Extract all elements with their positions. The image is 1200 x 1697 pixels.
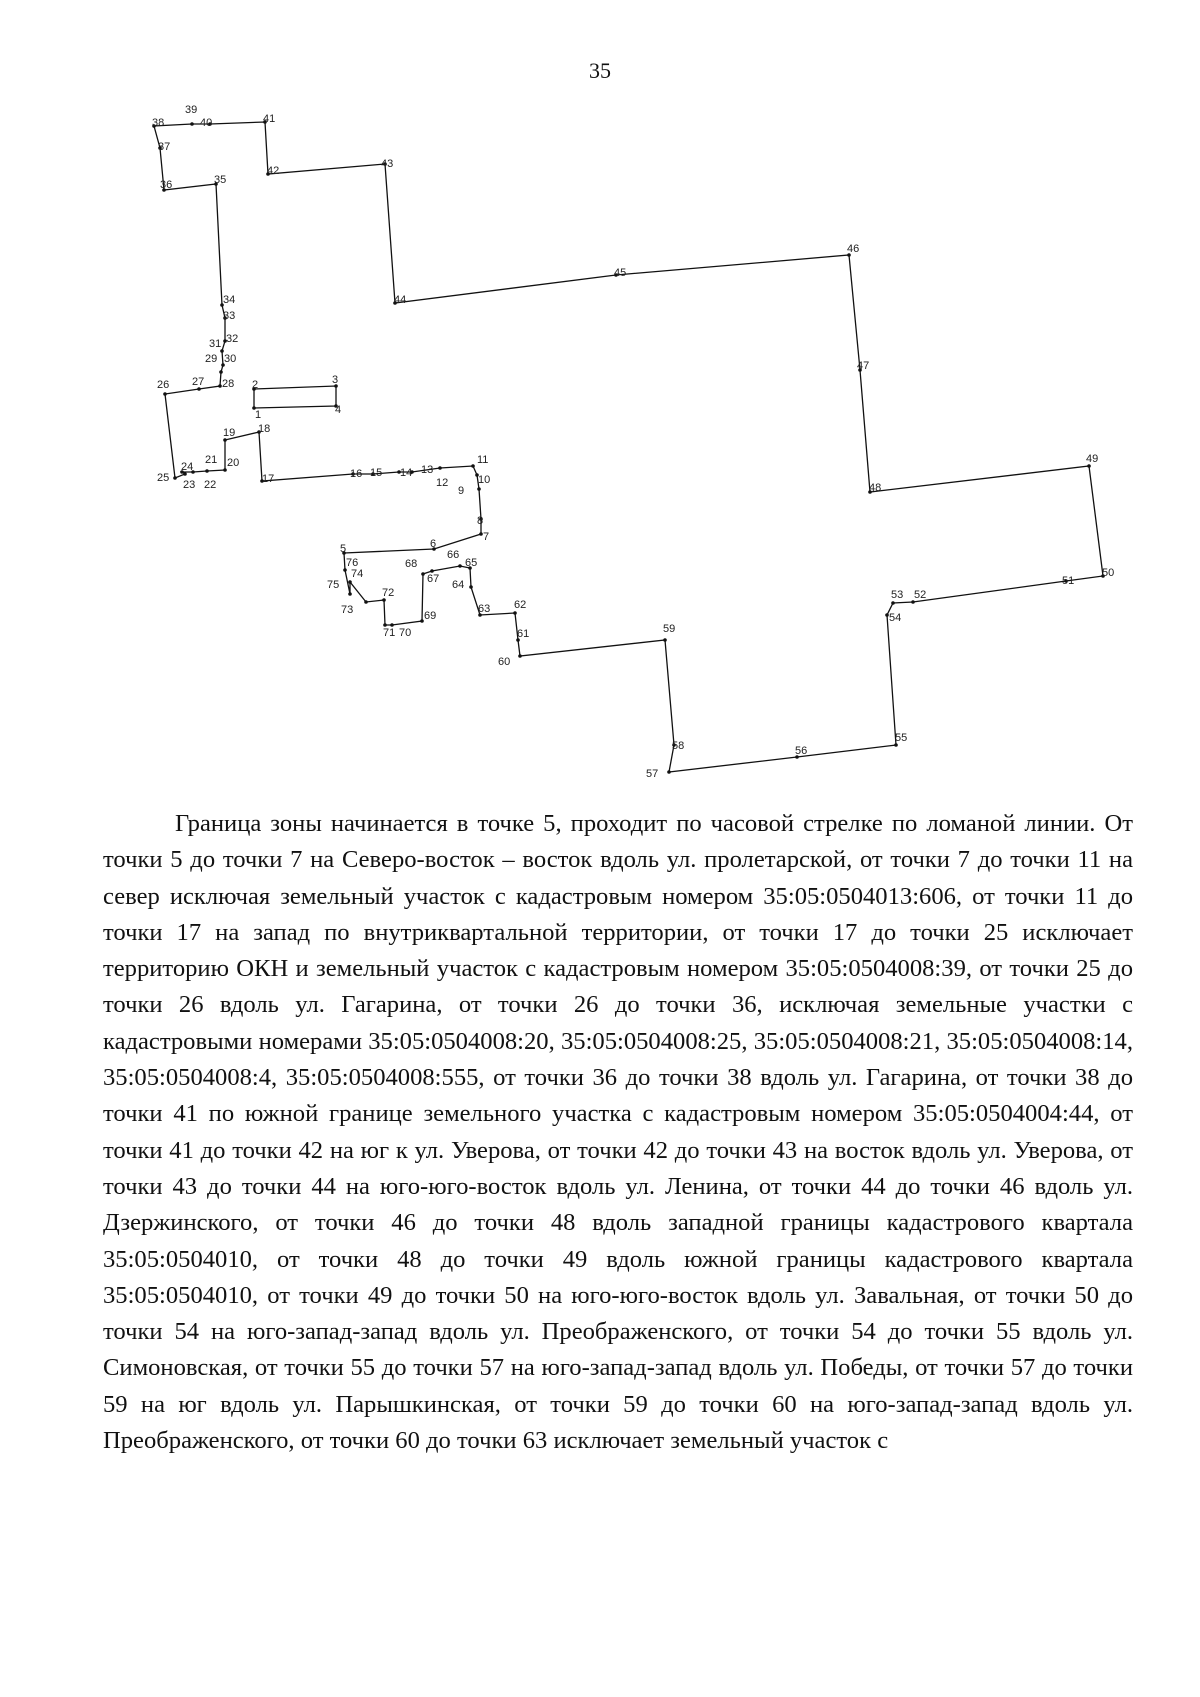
point-label: 5	[340, 543, 347, 555]
point-label: 6	[430, 538, 437, 550]
point-label: 21	[205, 454, 218, 466]
point-label: 50	[1102, 567, 1115, 579]
boundary-point	[513, 611, 517, 615]
point-label: 17	[262, 473, 275, 485]
point-label: 58	[672, 740, 685, 752]
point-label: 28	[222, 378, 235, 390]
point-label: 52	[914, 589, 927, 601]
boundary-description: Граница зоны начинается в точке 5, проходит по часовой стрелке по ломаной линии. От точки 5 до точки 7 на Северо-восток – восток вдоль ул. пролетарской, от точки 7 до точки 11 на север исключая земельный участок с кадастровым номером 35:05:0504013:606, от точки 11 до точки 17 на запад по внутриквартальной территории, от точки 17 до точки 25 исключает территорию ОКН и земельный участок с кадастровым номером 35:05:0504008:39, от точки 25 до точки 26 вдоль ул. Гагарина, от точки 26 до точки 36, исключая земельные участки с кадастровыми номерами 35:05:0504008:20, 35:05:0504008:25, 35:05:0504008:21, 35:05:0504008:14, 35:05:0504008:4, 35:05:0504008:555, от точки 36 до точки 38 вдоль ул. Гагарина, от точки 38 до точки 41 по южной границе земельного участка с кадастровым номером 35:05:0504004:44, от точки 41 до точки 42 на юг к ул. Уверова, от точки 42 до точки 43 на восток вдоль ул. Уверова, от точки 43 до точки 44 на юго-юго-восток вдоль ул. Ленина, от точки 44 до точки 46 вдоль ул. Дзержинского, от точки 46 до точки 48 вдоль западной границы кадастрового квартала 35:05:0504010, от точки 48 до точки 49 вдоль южной границы кадастрового квартала 35:05:0504010, от точки 49 до точки 50 на юго-юго-восток вдоль ул. Завальная, от точки 50 до точки 54 на юго-запад-запад вдоль ул. Преображенского, от точки 54 до точки 55 вдоль ул. Симоновская, от точки 55 до точки 57 на юго-запад-запад вдоль ул. Победы, от точки 57 до точки 59 на юг вдоль ул. Парышкинская, от точки 59 до точки 60 на юго-запад-запад вдоль ул. Преображенского, от точки 60 до точки 63 исключает земельный участок с	[103, 810, 1133, 1455]
point-label: 59	[663, 623, 676, 635]
point-label: 60	[498, 656, 511, 668]
point-label: 26	[157, 379, 170, 391]
point-label: 48	[869, 482, 882, 494]
point-label: 22	[204, 479, 217, 491]
point-label: 24	[181, 461, 194, 473]
point-label: 72	[382, 587, 395, 599]
point-label: 15	[370, 467, 383, 479]
boundary-point	[458, 564, 462, 568]
point-label: 30	[224, 353, 237, 365]
point-label: 71	[383, 627, 396, 639]
point-label: 14	[400, 467, 413, 479]
point-label: 74	[351, 568, 364, 580]
point-label: 37	[158, 141, 171, 153]
point-label: 40	[200, 117, 213, 129]
boundary-point	[163, 392, 167, 396]
boundary-point	[477, 487, 481, 491]
point-label: 66	[447, 549, 460, 561]
point-label: 39	[185, 104, 198, 116]
boundary-point	[663, 638, 667, 642]
point-label: 12	[436, 477, 449, 489]
point-label: 47	[857, 360, 870, 372]
boundary-point	[471, 464, 475, 468]
point-label: 11	[477, 454, 489, 466]
point-label: 54	[889, 612, 902, 624]
point-label: 70	[399, 627, 412, 639]
point-label: 29	[205, 353, 218, 365]
point-label: 73	[341, 604, 354, 616]
point-label: 42	[267, 165, 280, 177]
point-label: 51	[1062, 575, 1075, 587]
point-label: 20	[227, 457, 240, 469]
point-label: 62	[514, 599, 527, 611]
boundary-point	[667, 770, 671, 774]
boundary-point	[348, 580, 352, 584]
point-label: 34	[223, 294, 236, 306]
point-label: 61	[517, 628, 530, 640]
point-label: 7	[483, 531, 490, 543]
boundary-point	[518, 654, 522, 658]
zone-boundary-diagram	[0, 0, 1200, 800]
point-label: 43	[381, 158, 394, 170]
point-label: 67	[427, 573, 440, 585]
point-label: 69	[424, 610, 437, 622]
point-label: 18	[258, 423, 271, 435]
point-label: 63	[478, 603, 491, 615]
point-label: 41	[263, 113, 276, 125]
boundary-point	[421, 572, 425, 576]
point-label: 33	[223, 310, 236, 322]
point-label: 53	[891, 589, 904, 601]
point-label: 64	[452, 579, 465, 591]
boundary-point	[348, 592, 352, 596]
point-label: 8	[477, 515, 484, 527]
point-label: 68	[405, 558, 418, 570]
point-label: 3	[332, 374, 339, 386]
point-label: 56	[795, 745, 808, 757]
point-label: 2	[252, 379, 259, 391]
point-label: 25	[157, 472, 170, 484]
point-label: 57	[646, 768, 659, 780]
point-label: 36	[160, 179, 173, 191]
point-label: 65	[465, 557, 478, 569]
point-label: 49	[1086, 453, 1099, 465]
boundary-point	[438, 466, 442, 470]
point-label: 32	[226, 333, 239, 345]
point-label: 38	[152, 117, 165, 129]
point-label: 9	[458, 485, 465, 497]
point-label: 45	[614, 267, 627, 279]
point-label: 55	[895, 732, 908, 744]
point-label: 75	[327, 579, 340, 591]
point-label: 16	[350, 468, 363, 480]
point-label: 44	[394, 294, 407, 306]
boundary-point	[219, 370, 223, 374]
point-label: 35	[214, 174, 227, 186]
point-label: 46	[847, 243, 860, 255]
point-label: 31	[209, 338, 222, 350]
boundary-point	[891, 601, 895, 605]
excluded-parcel-line	[254, 386, 336, 408]
point-label: 10	[478, 474, 491, 486]
point-label: 19	[223, 427, 236, 439]
point-label: 76	[346, 557, 359, 569]
boundary-line	[154, 122, 1103, 772]
point-label: 4	[335, 404, 342, 416]
boundary-point	[469, 585, 473, 589]
point-label: 27	[192, 376, 205, 388]
page-number: 35	[589, 58, 611, 83]
boundary-point	[190, 122, 194, 126]
point-label: 13	[421, 464, 434, 476]
boundary-point	[173, 476, 177, 480]
point-label: 23	[183, 479, 196, 491]
boundary-point	[205, 469, 209, 473]
boundary-point	[364, 600, 368, 604]
point-label: 1	[255, 409, 262, 421]
